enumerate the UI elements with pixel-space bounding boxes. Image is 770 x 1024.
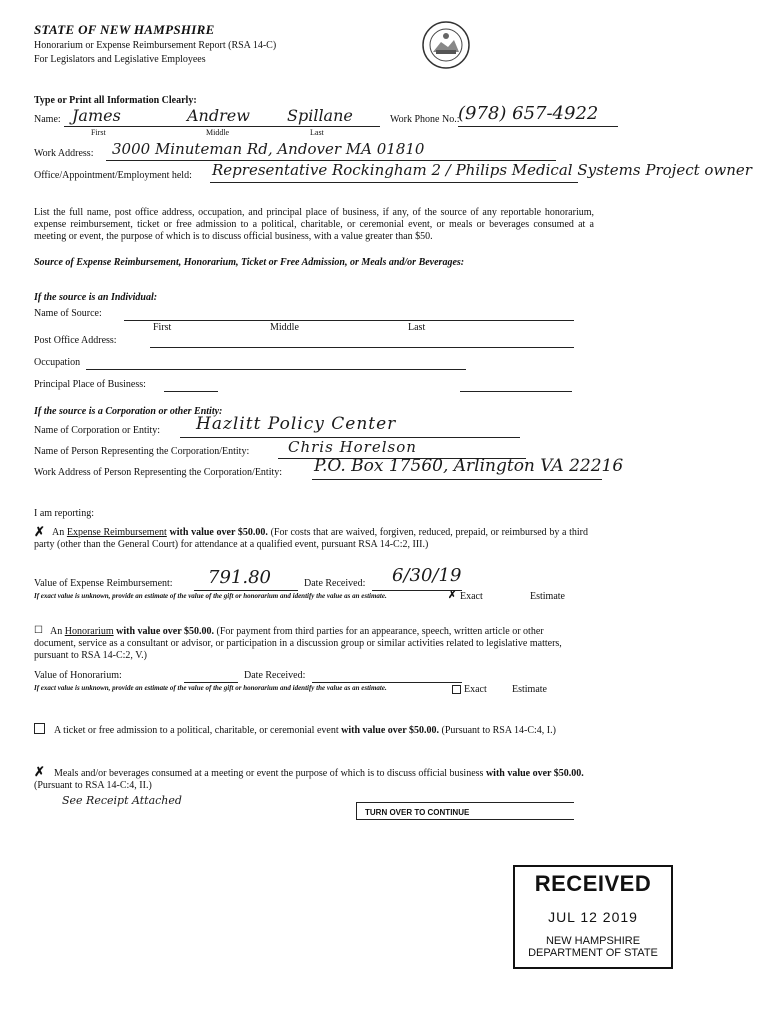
expense-note: If exact value is unknown, provide an estimate of the value of the gift or honorarium and identify the value as an estimate. [34,592,387,600]
expense-exact-check[interactable]: ✗ [448,590,457,601]
last-caption: Last [310,128,324,137]
honorarium-estimate-label: Estimate [512,684,547,695]
po-address-line [150,347,574,348]
intro-paragraph: List the full name, post office address, occupation, and principal place of business, if any, of the source of any reportable honorarium, expense reimbursement, ticket or free admission to a political, charitable, or ceremonial event, or meals or beverages consumed at a meeting or event, the purpose of which is to discuss official business, with a value greater than $50. [34,207,594,242]
corp-rep-label: Name of Person Representing the Corporation/Entity: [34,446,250,457]
middle-caption: Middle [206,128,230,137]
source-name-line [124,320,574,321]
source-heading: Source of Expense Reimbursement, Honorarium, Ticket or Free Admission, or Meals and/or Beverages: [34,257,465,268]
state-seal-icon [421,20,471,70]
expense-exact-label: Exact [460,591,483,602]
phone-line [458,126,618,127]
honorarium-bold: with value over $50.00. [116,626,214,637]
corp-name-value: Hazlitt Policy Center [196,414,397,434]
first-caption: First [91,128,106,137]
ticket-bold: with value over $50.00. [341,725,439,736]
corp-addr-value: P.O. Box 17560, Arlington VA 22216 [314,456,624,476]
expense-checkbox[interactable]: ✗ [34,524,45,539]
office-line [210,182,578,183]
reporting-label: I am reporting: [34,508,94,519]
work-address-label: Work Address: [34,148,94,159]
corporation-heading: If the source is a Corporation or other Entity: [34,406,223,417]
corp-addr-label: Work Address of Person Representing the Corporation/Entity: [34,467,283,478]
stamp-line-2: DEPARTMENT OF STATE [528,947,658,959]
name-label: Name: [34,114,61,125]
expense-paragraph [34,527,588,551]
office-label: Office/Appointment/Employment held: [34,170,192,181]
corp-rep-value: Chris Horelson [288,438,417,456]
honorarium-date-line [312,682,462,683]
form-subtitle-2: For Legislators and Legislative Employees [34,54,206,65]
expense-estimate-label: Estimate [530,591,565,602]
honorarium-checkbox[interactable]: ☐ [34,625,43,636]
honorarium-note: If exact value is unknown, provide an estimate of the value of the gift or honorarium and identify the value as an estimate. [34,684,387,692]
expense-lead: An [52,527,65,538]
expense-value-label: Value of Expense Reimbursement: [34,578,173,589]
ppb-line-2 [460,391,572,392]
ticket-text: A ticket or free admission to a political, charitable, or ceremonial event [54,725,339,736]
honorarium-value-label: Value of Honorarium: [34,670,122,681]
received-stamp [513,865,673,969]
expense-date-value: 6/30/19 [392,565,462,586]
office-value: Representative Rockingham 2 / Philips Medical Systems Project owner [212,161,752,179]
honorarium-date-label: Date Received: [244,670,306,681]
last-name-value: Spillane [287,106,353,125]
po-address-label: Post Office Address: [34,335,117,346]
honorarium-exact-check[interactable] [452,684,461,695]
stamp-date: JUL 12 2019 [548,909,638,925]
honorarium-lead: An [50,626,63,637]
instructions-label: Type or Print all Information Clearly: [34,95,197,106]
stamp-line-1: NEW HAMPSHIRE [545,935,641,947]
expense-value-line [194,590,298,591]
ppb-line [164,391,218,392]
phone-value: (978) 657-4922 [458,103,599,124]
source-middle-caption: Middle [270,322,299,333]
expense-title: Expense Reimbursement [66,527,167,538]
individual-heading: If the source is an Individual: [34,292,158,303]
turn-over-box: TURN OVER TO CONTINUE [356,802,574,820]
middle-name-value: Andrew [187,106,250,125]
source-first-caption: First [153,322,172,333]
corp-addr-line [312,479,602,480]
corp-name-label: Name of Corporation or Entity: [34,425,161,436]
form-subtitle-1: Honorarium or Expense Reimbursement Report (RSA 14-C) [34,40,277,51]
name-line [64,126,380,127]
ticket-tail: (Pursuant to RSA 14-C:4, I.) [441,725,556,736]
work-address-value: 3000 Minuteman Rd, Andover MA 01810 [112,140,425,158]
phone-label: Work Phone No.: [390,114,460,125]
meals-bold: with value over $50.00. [485,768,584,779]
meals-paragraph [34,768,592,792]
meals-handnote: See Receipt Attached [62,794,182,807]
occupation-label: Occupation [34,357,81,368]
stamp-title: RECEIVED [534,871,652,896]
honorarium-text: (For payment from third parties for an appearance, speech, written article or other document, service as a consultant or advisor, or participation in a discussion group or similar activities related to legislative matters, pursuant to RSA 14-C:2, V.) [34,626,562,661]
honorarium-value-line [184,682,238,683]
honorarium-paragraph [34,626,588,662]
form-title: STATE OF NEW HAMPSHIRE [34,22,215,37]
occupation-line [86,369,466,370]
expense-bold: with value over $50.00. [169,527,268,538]
expense-value: 791.80 [208,567,271,588]
source-name-label: Name of Source: [34,308,102,319]
expense-text: (For costs that are waived, forgiven, reduced, prepaid, or reimbursed by a third party (other than the General Court) for attendance at a qualified event, pursuant RSA 14-C:2, III.) [34,527,589,550]
meals-tail: (Pursuant to RSA 14-C:4, II.) [34,780,152,791]
honorarium-title: Honorarium [64,626,114,637]
honorarium-exact-label: Exact [464,684,487,695]
source-last-caption: Last [408,322,426,333]
meals-text: Meals and/or beverages consumed at a meeting or event the purpose of which is to discuss official business [54,768,484,779]
first-name-value: James [72,106,121,125]
ppb-label: Principal Place of Business: [34,379,146,390]
meals-checkbox[interactable]: ✗ [34,764,45,779]
expense-date-label: Date Received: [304,578,366,589]
ticket-paragraph [34,725,592,737]
